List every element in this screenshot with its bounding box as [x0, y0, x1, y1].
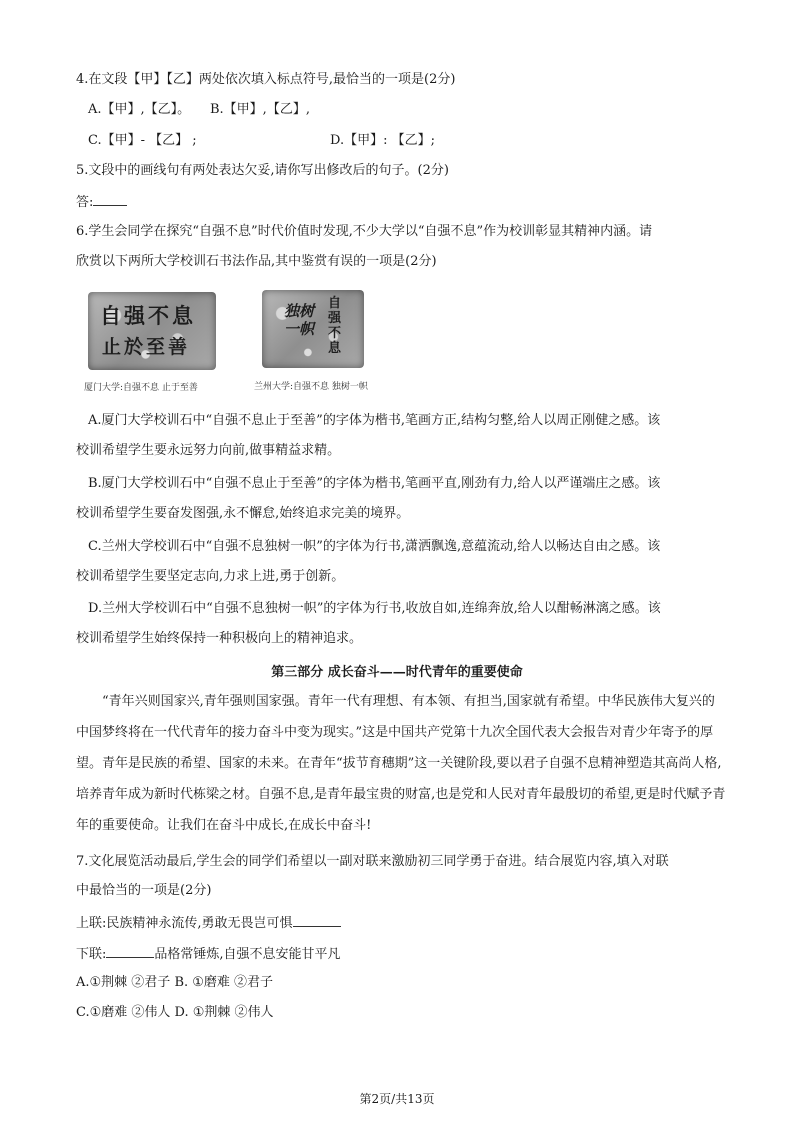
section3-paragraph: “青年兴则国家兴,青年强则国家强。青年一代有理想、有本领、有担当,国家就有希望。中华民族伟大复兴的中国梦终将在一代代青年的接力奋斗中变为现实。”这是中国共产党第十九次全国代表大会报告对青少年寄予的厚望。青年是民族的希望、国家的未来。在青年“拔节育穗期”这一关键阶段,要以君子自强不息精神塑造其高尚人格,培养青年成为新时代栋梁之材。自强不息,是青年最宝贵的财富,也是党和人民对青年最殷切的希望,更是时代赋予青年的重要使命。让我们在奋斗中成长,在成长中奋斗! — [76, 694, 726, 833]
q6-stem-line2: 欣赏以下两所大学校训石书法作品,其中鉴赏有误的一项是(2分) — [76, 254, 437, 269]
q7-blank-1 — [293, 912, 341, 927]
q7-lower-text: 品格常锤炼,自强不息安能甘平凡 — [154, 947, 341, 962]
q5-answer-blank — [93, 191, 127, 206]
q7-blank-2 — [106, 943, 154, 958]
q7-stem-line2: 中最恰当的一项是(2分) — [76, 883, 212, 898]
q4-option-c: C.【甲】- 【乙】 ; — [88, 133, 197, 148]
lanzhou-caption: 兰州大学:自强不息 独树一帜 — [254, 382, 368, 392]
xiamen-stone-image — [88, 292, 216, 370]
q6-option-d-line2: 校训希望学生始终保持一种积极向上的精神追求。 — [76, 631, 363, 646]
q7-upper-couplet — [76, 912, 341, 934]
q6-option-b-line1: B.厦门大学校训石中“自强不息止于至善”的字体为楷书,笔画平直,刚劲有力,给人以严谨端庄之感。该 — [88, 476, 661, 491]
lanzhou-stone-image — [262, 290, 364, 368]
q7-upper-text: 上联:民族精神永流传,勇敢无畏岂可惧 — [76, 916, 293, 931]
q6-option-a-line1: A.厦门大学校训石中“自强不息止于至善”的字体为楷书,笔画方正,结构匀整,给人以周正刚健之感。该 — [88, 413, 661, 428]
q4-option-d: D.【甲】: 【乙】; — [330, 133, 435, 148]
lanzhou-callig-left: 独树一帜 — [284, 302, 315, 338]
xiamen-callig-row1: 自强不息 — [100, 303, 196, 328]
q4-option-b: B.【甲】,【乙】, — [210, 102, 310, 117]
q6-option-c-line1: C.兰州大学校训石中“自强不息独树一帜”的字体为行书,潇洒飘逸,意蕴流动,给人以畅达自由之感。该 — [88, 539, 661, 554]
q6-option-c-line2: 校训希望学生要坚定志向,力求上进,勇于创新。 — [76, 569, 345, 584]
q7-options-cd: C.①磨难 ②伟人 D. ①荆棘 ②伟人 — [76, 1005, 274, 1020]
q4-option-a: A.【甲】,【乙】。 — [88, 102, 191, 117]
q5-answer — [76, 191, 127, 213]
q6-option-d-line1: D.兰州大学校训石中“自强不息独树一帜”的字体为行书,收放自如,连绵奔放,给人以酣畅淋漓之感。该 — [88, 601, 661, 616]
xiamen-callig-row2: 止於至善 — [102, 336, 191, 358]
section3-title: 第三部分 成长奋斗——时代青年的重要使命 — [271, 665, 523, 680]
page-number: 第2页/共13页 — [359, 1092, 435, 1106]
lanzhou-callig-right: 自强不息 — [328, 296, 342, 356]
q4-stem: 4.在文段【甲】【乙】两处依次填入标点符号,最恰当的一项是(2分) — [76, 72, 456, 87]
q7-lower-couplet — [76, 943, 341, 965]
q6-stem-line1: 6.学生会同学在探究“自强不息”时代价值时发现,不少大学以“自强不息”作为校训彰显其精神内涵。请 — [76, 224, 653, 239]
q7-options-ab: A.①荆棘 ②君子 B. ①磨难 ②君子 — [76, 975, 274, 990]
q5-stem: 5.文段中的画线句有两处表达欠妥,请你写出修改后的句子。(2分) — [76, 163, 449, 178]
q7-lower-label: 下联: — [76, 947, 107, 962]
q6-option-b-line2: 校训希望学生要奋发图强,永不懈怠,始终追求完美的境界。 — [76, 506, 410, 521]
q5-answer-label: 答: — [76, 195, 94, 210]
q6-option-a-line2: 校训希望学生要永远努力向前,做事精益求精。 — [76, 443, 341, 458]
q7-stem-line1: 7.文化展览活动最后,学生会的同学们希望以一副对联来激励初三同学勇于奋进。结合展览内容,填入对联 — [76, 854, 669, 869]
xiamen-caption: 厦门大学:自强不息 止于至善 — [84, 383, 198, 393]
